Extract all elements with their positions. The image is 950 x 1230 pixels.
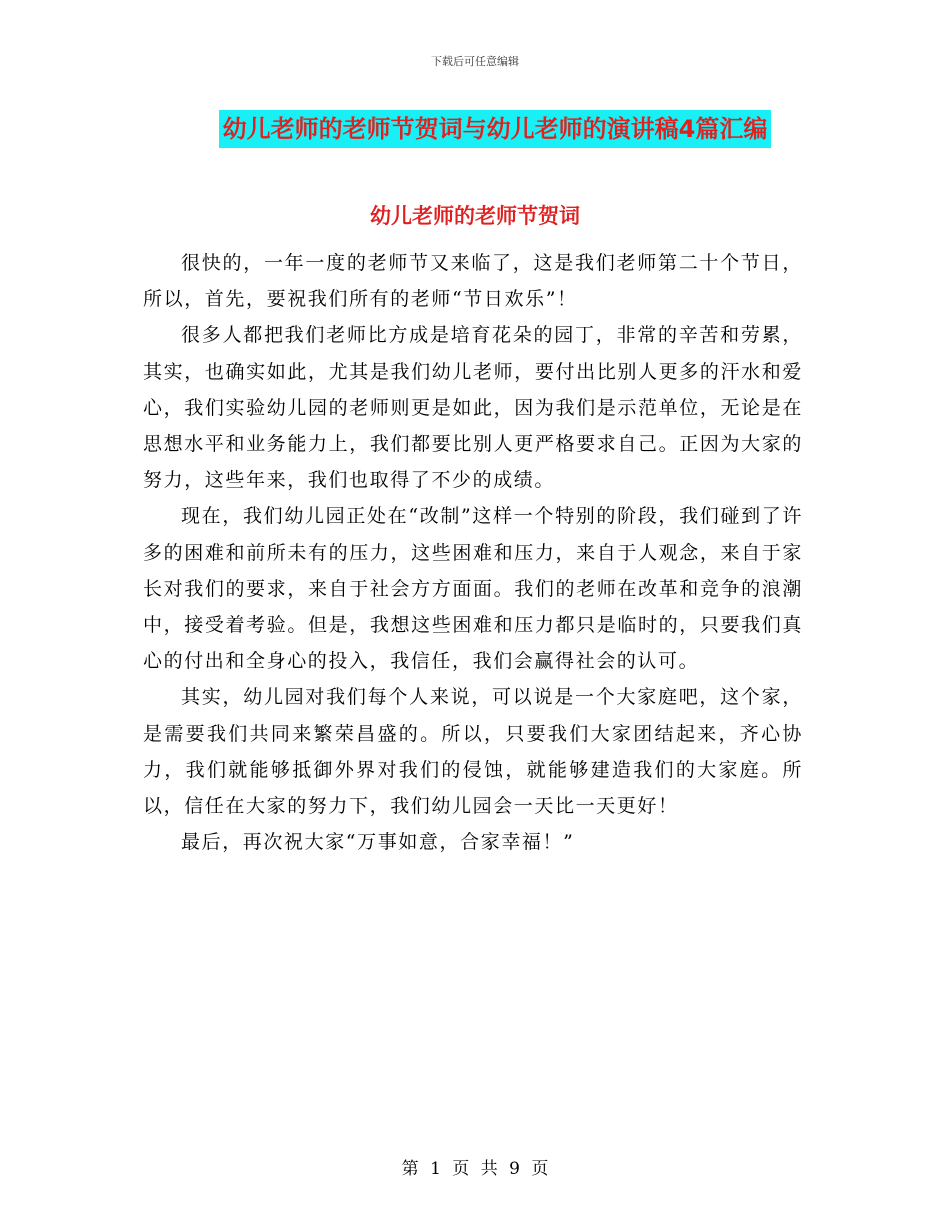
paragraph: 很快的，一年一度的老师节又来临了，这是我们老师第二十个节日，所以，首先，要祝我们所有的老师“节日欢乐”！ [143, 252, 803, 311]
paragraph: 其实，幼儿园对我们每个人来说，可以说是一个大家庭吧，这个家，是需要我们共同来繁荣昌盛的。所以，只要我们大家团结起来，齐心协力，我们就能够抵御外界对我们的侵蚀，就能够建造我们的大家庭。所以，信任在大家的努力下，我们幼儿园会一天比一天更好！ [143, 686, 803, 818]
paragraph: 最后，再次祝大家“万事如意，合家幸福！” [181, 831, 575, 854]
section-title: 幼儿老师的老师节贺词 [370, 204, 580, 228]
page-footer: 第 1 页 共 9 页 [401, 1159, 549, 1179]
paragraph: 很多人都把我们老师比方成是培育花朵的园丁，非常的辛苦和劳累，其实，也确实如此，尤其是我们幼儿老师，要付出比别人更多的汗水和爱心，我们实验幼儿园的老师则更是如此，因为我们是示范单位，无论是在思想水平和业务能力上，我们都要比别人更严格要求自己。正因为大家的努力，这些年来，我们也取得了不少的成绩。 [143, 324, 803, 492]
paragraph: 现在，我们幼儿园正处在“改制”这样一个特别的阶段，我们碰到了许多的困难和前所未有的压力，这些困难和压力，来自于人观念，来自于家长对我们的要求，来自于社会方方面面。我们的老师在改革和竞争的浪潮中，接受着考验。但是，我想这些困难和压力都只是临时的，只要我们真心的付出和全身心的投入，我信任，我们会赢得社会的认可。 [143, 505, 803, 673]
document-title: 幼儿老师的老师节贺词与幼儿老师的演讲稿4篇汇编 [219, 110, 772, 148]
document-body [143, 245, 803, 860]
document-title-container [0, 110, 950, 148]
page-header-note: 下载后可任意编辑 [431, 55, 519, 68]
